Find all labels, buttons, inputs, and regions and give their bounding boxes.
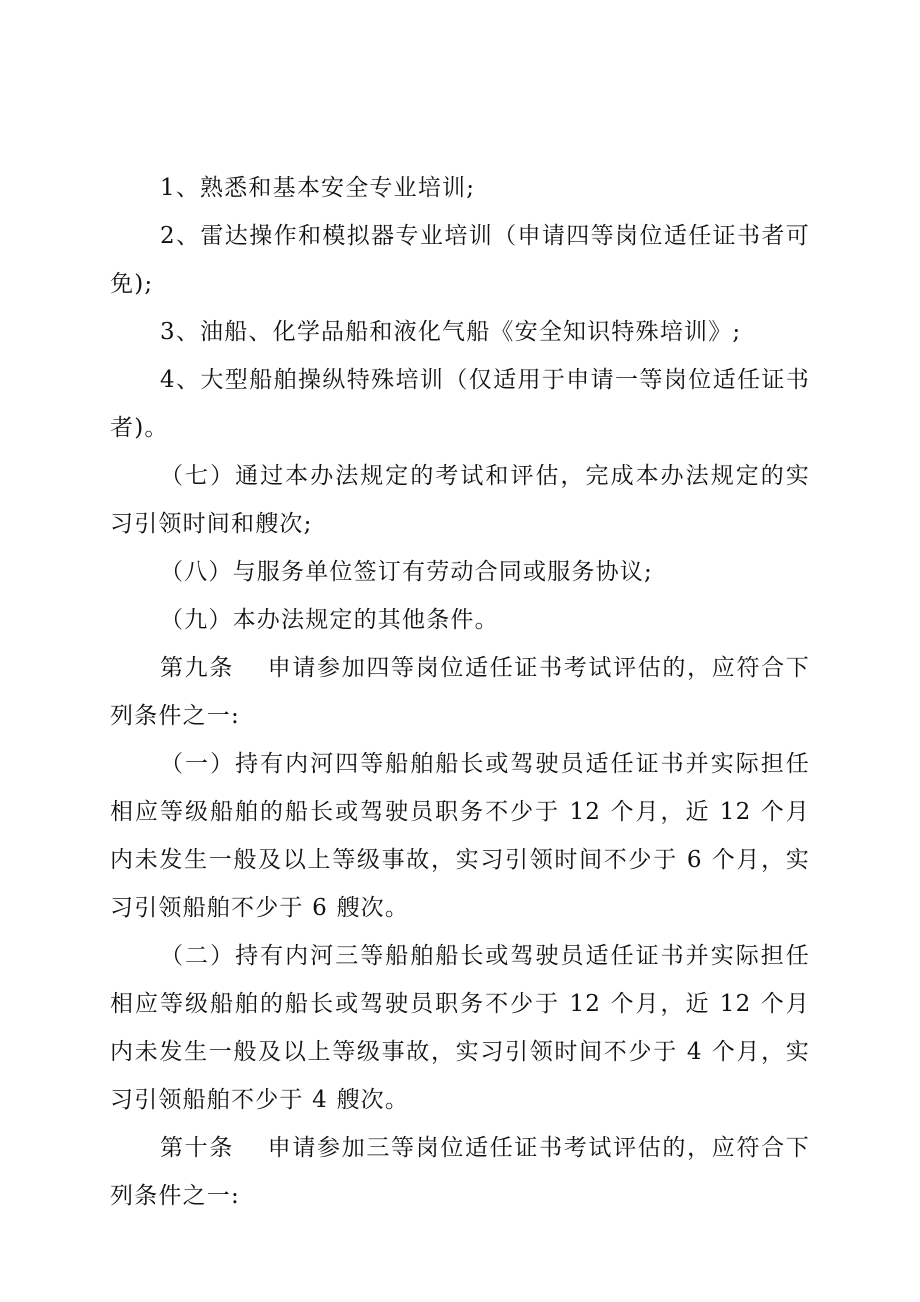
article-10-heading: 第十条 申请参加三等岗位适任证书考试评估的，应符合下列条件之一: [110, 1135, 810, 1209]
list-item-training-1: 1、熟悉和基本安全专业培训; [160, 175, 476, 201]
clause-item-8: （八）与服务单位签订有劳动合同或服务协议; [160, 559, 653, 585]
list-item-training-2: 2、雷达操作和模拟器专业培训（申请四等岗位适任证书者可免); [110, 223, 810, 297]
article-9-heading: 第九条 申请参加四等岗位适任证书考试评估的，应符合下列条件之一: [110, 655, 810, 729]
list-item-training-4: 4、大型船舶操纵特殊培训（仅适用于申请一等岗位适任证书者)。 [110, 367, 810, 441]
article-9-item-2: （二）持有内河三等船舶船长或驾驶员适任证书并实际担任相应等级船舶的船长或驾驶员职务不少于 12 个月，近 12 个月内未发生一般及以上等级事故，实习引领时间不少于 4 个月，实习引领船舶不少于 4 艘次。 [110, 943, 810, 1113]
list-item-training-3: 3、油船、化学品船和液化气船《安全知识特殊培训》; [160, 319, 742, 345]
clause-item-7: （七）通过本办法规定的考试和评估，完成本办法规定的实习引领时间和艘次; [110, 463, 810, 537]
document-body [110, 164, 810, 1220]
clause-item-9: （九）本办法规定的其他条件。 [160, 607, 499, 633]
article-9-item-1: （一）持有内河四等船舶船长或驾驶员适任证书并实际担任相应等级船舶的船长或驾驶员职务不少于 12 个月，近 12 个月内未发生一般及以上等级事故，实习引领时间不少于 6 个月，实习引领船舶不少于 6 艘次。 [110, 751, 810, 921]
